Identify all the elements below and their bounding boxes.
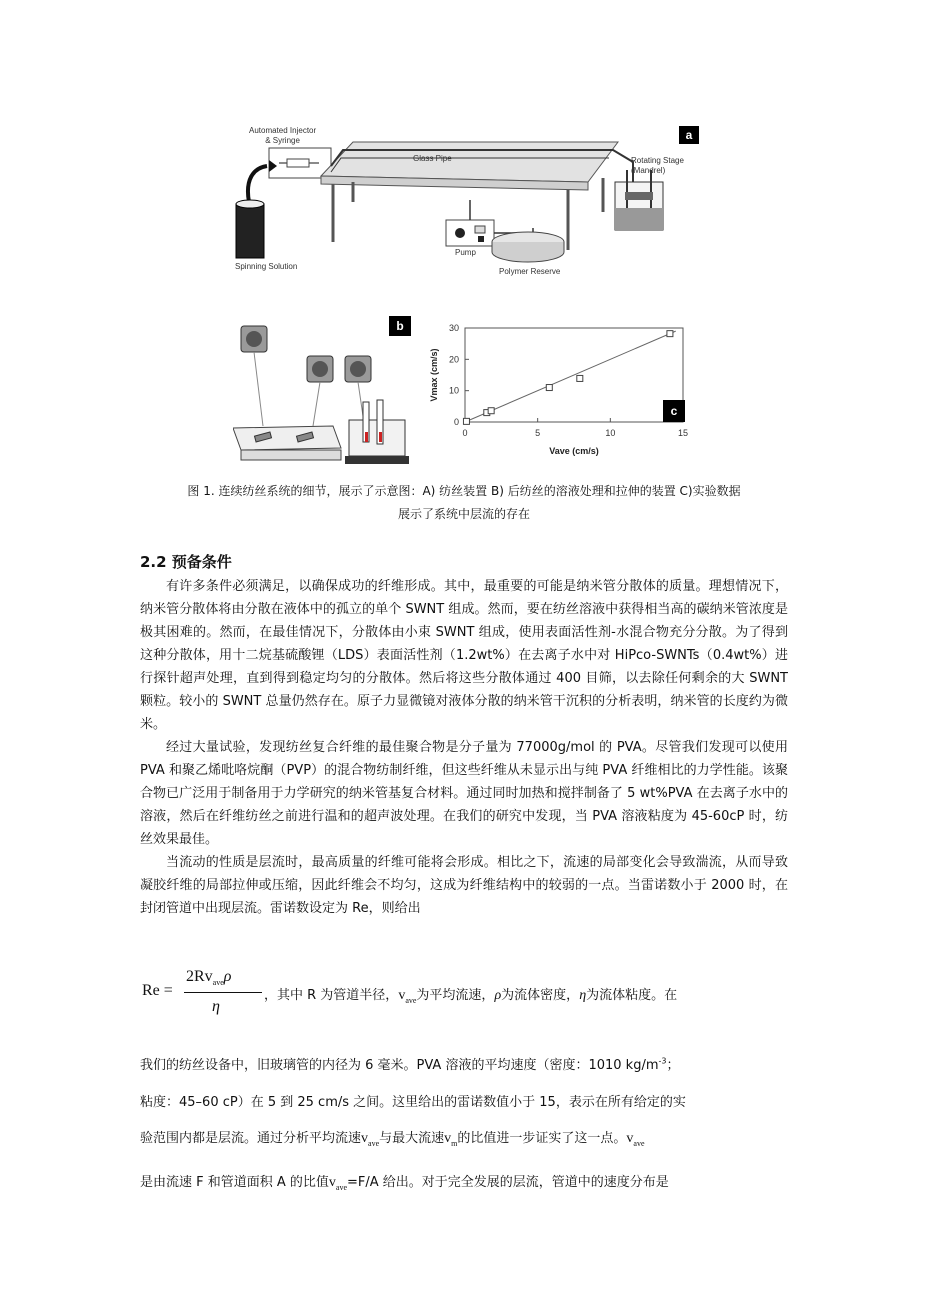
data-point: [488, 408, 494, 414]
figure-panel-c: [425, 318, 705, 470]
y-tick-label: 0: [453, 417, 459, 427]
figure-panel-a: [233, 120, 703, 300]
formula-numerator: [186, 968, 231, 987]
x-tick-label: 15: [677, 428, 689, 438]
paragraph-laminar-flow: 当流动的性质是层流时，最高质量的纤维可能将会形成。相比之下，流速的局部变化会导致湍流，从而导致凝胶纤维的局部拉伸或压缩，因此纤维会不均匀，这成为纤维结构中的较弱的一点。当雷诺数小于 2000 时，在封闭管道中出现层流。雷诺数设定为 Re，则给出: [140, 855, 788, 916]
fraction-bar: [184, 992, 262, 993]
data-point: [577, 375, 583, 381]
label-rotating-stage: Rotating Stage (Mandrel): [631, 156, 684, 175]
figure-caption-line1: 图 1. 连续纺丝系统的细节，展示了示意图：A) 纺丝装置 B) 后纺丝的溶液处理和拉伸的装置 C)实验数据: [187, 484, 741, 498]
figure-panel-b: [233, 316, 413, 466]
panel-tag-b: b: [389, 316, 411, 336]
data-point: [546, 385, 552, 391]
y-axis-label: Vmax (cm/s): [429, 348, 439, 402]
formula-num-text: 2Rv: [186, 968, 213, 985]
x-axis-label: Vave (cm/s): [549, 446, 599, 456]
x-tick-label: 0: [462, 428, 468, 438]
formula-explanation: ，其中 R 为管道半径，$v_{ave}$为平均流速，ρ为流体密度，η为流体粘度。在: [264, 988, 678, 1005]
paragraph-dispersion: 有许多条件必须满足，以确保成功的纤维形成。其中，最重要的可能是纳米管分散体的质量。理想情况下，纳米管分散体将由分散在液体中的孤立的单个 SWNT 组成。然而，要在纺丝溶液中获得相当高的碳纳米管浓度是极其困难的。然而，在最佳情况下，分散体由小束 SWNT 组成，使用表面活性剂-水混合物充分分散。为了得到这种分散体，用十二烷基硫酸锂（LDS）表面活性剂（1.2wt%）在去离子水中对 HiPco-SWNTs（0.4wt%）进行探针超声处理，直到得到稳定均匀的分散体。然后将这些分散体通过 400 目筛，以去除任何剩余的大 SWNT 颗粒。较小的 SWNT 总量仍然存在。原子力显微镜对液体分散的纳米管干沉积的分析表明，纳米管的长度约为微米。: [140, 579, 788, 732]
x-tick-label: 5: [535, 428, 541, 438]
label-glass-pipe: Glass Pipe: [413, 154, 452, 163]
paragraph-polymer: 经过大量试验，发现纺丝复合纤维的最佳聚合物是分子量为 77000g/mol 的 PVA。尽管我们发现可以使用 PVA 和聚乙烯吡咯烷酮（PVP）的混合物纺制纤维，但这些纤维从未显示出与纯 PVA 纤维相比的力学性能。该聚合物已广泛用于制备用于力学研究的纳米管基复合材料。通过同时加热和搅拌制备了 5 wt%PVA 在去离子水中的溶液，然后在纤维纺丝之前进行温和的超声波处理。在我们的研究中发现，当 PVA 溶液粘度为 45-60cP 时，纺丝效果最佳。: [140, 740, 788, 847]
figure-caption-line2: 展示了系统中层流的存在: [397, 507, 530, 521]
label-pump: Pump: [455, 248, 476, 257]
reynolds-formula: [140, 968, 800, 1024]
y-tick-label: 10: [448, 385, 459, 396]
y-tick-label: 30: [448, 323, 459, 333]
panel-tag-c: c: [663, 400, 685, 422]
body-line-d: 是由流速 F 和管道面积 A 的比值$v_{ave}=F/A$ 给出。对于完全发展的层流，管道中的速度分布是: [140, 1175, 669, 1192]
y-tick-label: 20: [448, 354, 459, 365]
body-paragraphs: [140, 575, 788, 920]
panel-tag-a: a: [679, 126, 699, 144]
formula-num-rho: ρ: [223, 968, 232, 985]
data-point: [667, 331, 673, 337]
fit-line: [465, 331, 676, 422]
label-spinning-solution: Spinning Solution: [235, 262, 298, 271]
laminar-flow-chart: [425, 318, 705, 470]
body-line-a: 我们的纺丝设备中，旧玻璃管的内径为 6 毫米。PVA 溶液的平均速度（密度：1010 $kg/m^{-3}$；: [140, 1056, 680, 1073]
post-spinning-setup-schematic: [233, 316, 413, 466]
formula-num-sub: ave: [212, 978, 224, 988]
formula-denominator: η: [212, 998, 220, 1015]
section-heading: 2.2 预备条件: [140, 553, 232, 571]
data-point: [463, 418, 469, 424]
body-line-b: 粘度：45–60 cP）在 5 到 25 cm/s 之间。这里给出的雷诺数值小于 15，表示在所有给定的实: [140, 1095, 686, 1110]
label-automated-injector: Automated Injector & Syringe: [249, 126, 317, 145]
spinning-apparatus-schematic: [233, 120, 703, 300]
body-line-c: 验范围内都是层流。通过分析平均流速$v_{ave}$与最大流速$v_m$的比值进一步证实了这一点。$v_{ave}$: [140, 1131, 645, 1148]
x-tick-label: 10: [605, 428, 616, 438]
label-polymer-reserve: Polymer Reserve: [499, 267, 561, 276]
formula-lhs: Re =: [142, 982, 173, 999]
